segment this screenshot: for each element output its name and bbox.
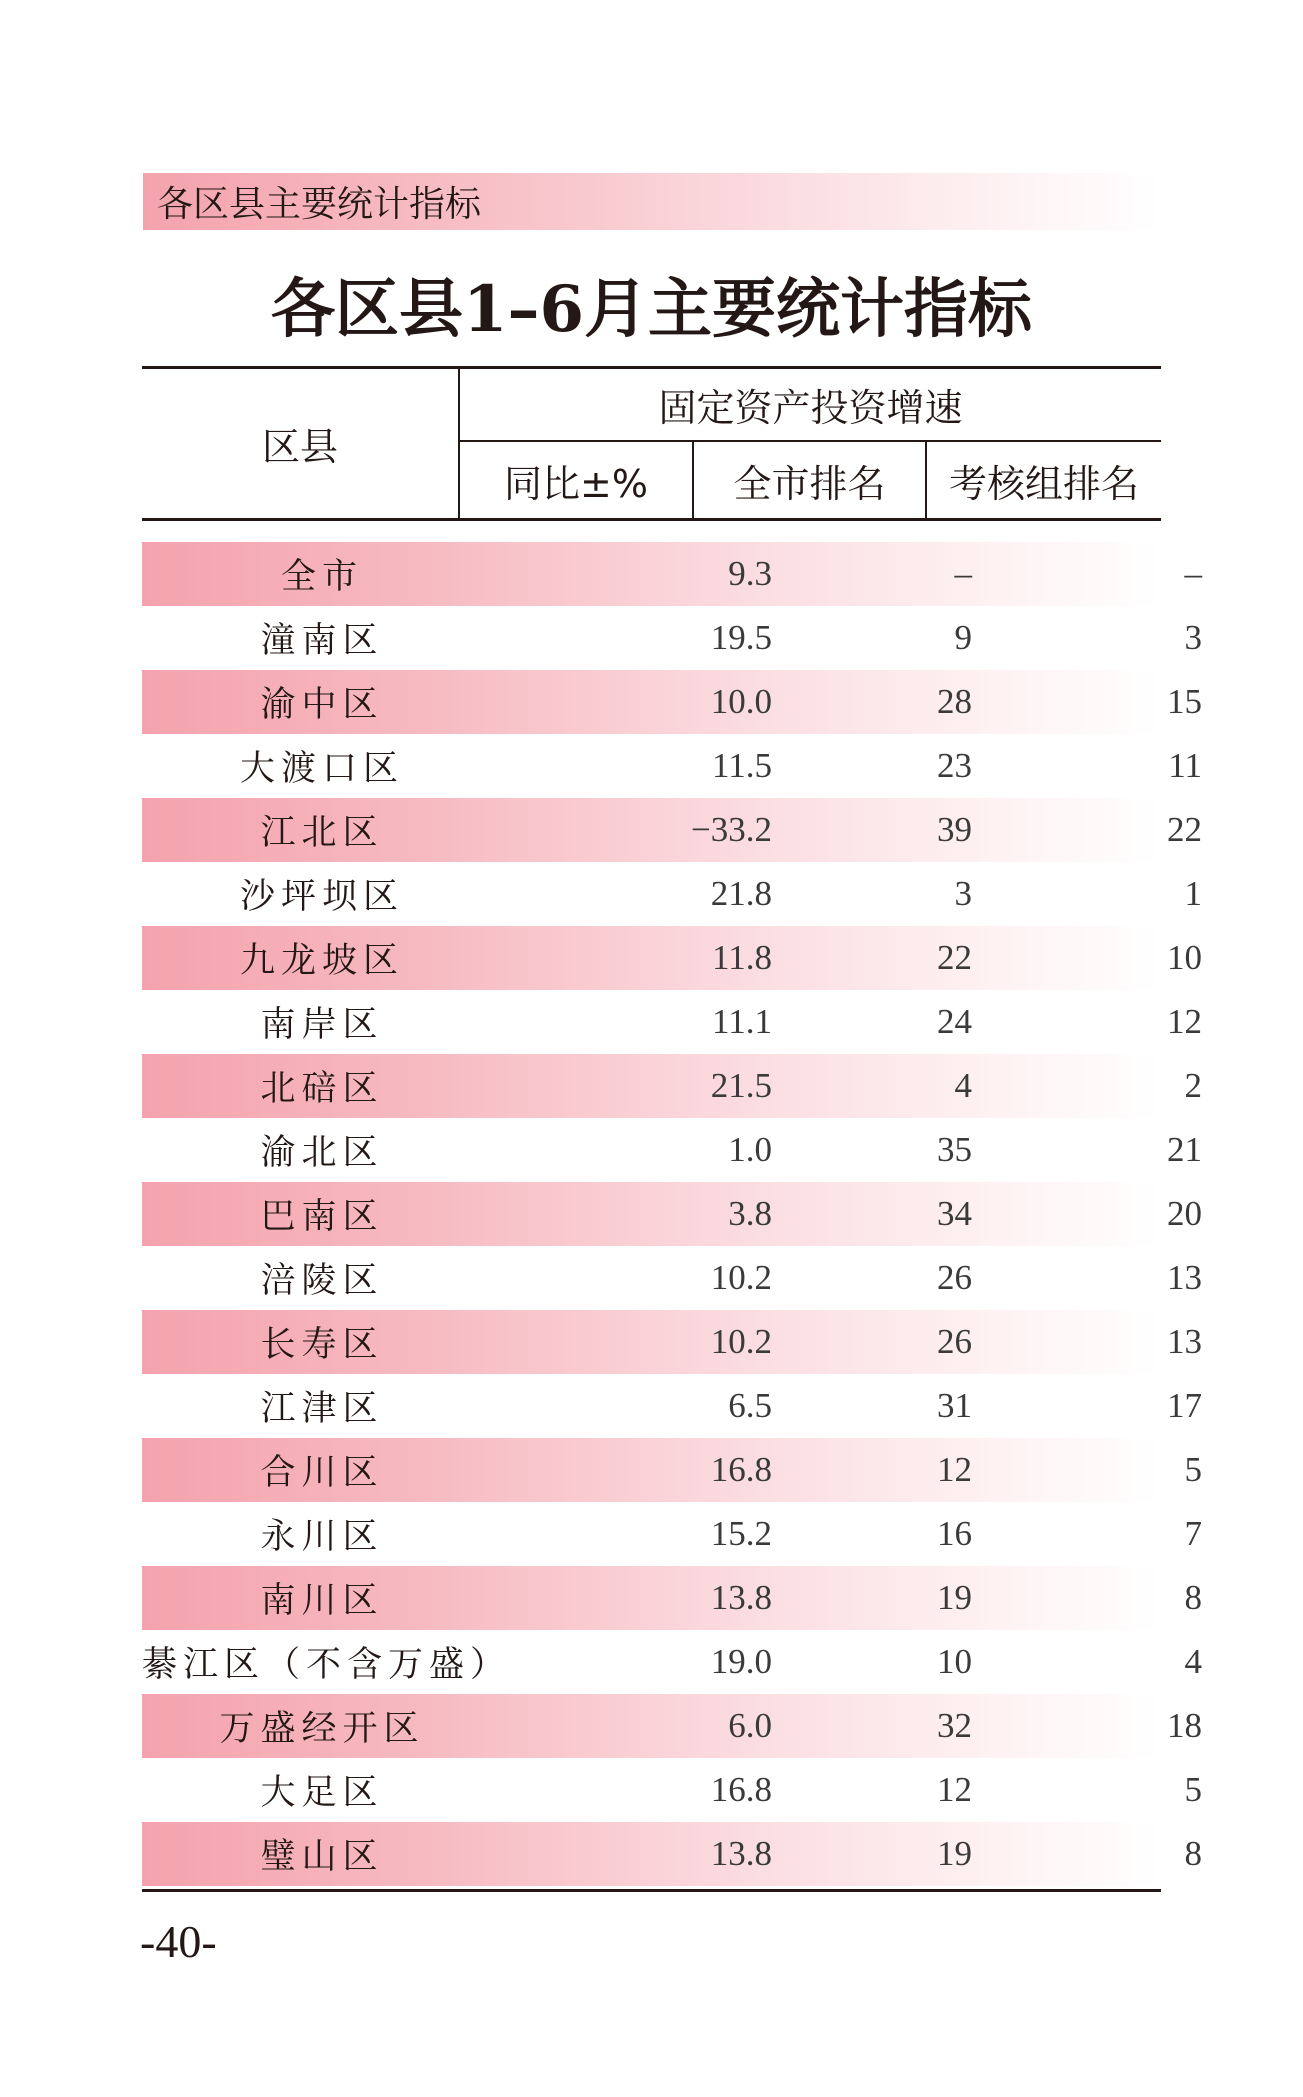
table-row — [142, 734, 1202, 798]
city-rank-cell: 22 — [937, 938, 972, 977]
city-rank-cell: 4 — [954, 1066, 972, 1105]
city-rank-cell: 28 — [937, 682, 972, 721]
group-rank-cell: 1 — [1184, 874, 1202, 913]
district-name-cell: 潼南区 — [260, 621, 384, 661]
district-name-cell: 大渡口区 — [239, 749, 404, 789]
district-name-cell: 全市 — [280, 557, 363, 597]
city-rank-cell: 39 — [937, 810, 972, 849]
district-name-cell: 渝中区 — [260, 685, 384, 725]
table-row — [142, 1310, 1202, 1374]
table-row — [142, 1630, 1202, 1694]
section-banner-text: 各区县主要统计指标 — [157, 184, 482, 225]
yoy-growth-cell: 9.3 — [728, 554, 772, 593]
yoy-growth-cell: 1.0 — [728, 1130, 772, 1169]
group-rank-cell: 13 — [1167, 1322, 1202, 1361]
yoy-growth-cell: 10.2 — [710, 1322, 772, 1361]
city-rank-cell: 9 — [954, 618, 972, 657]
yoy-growth-cell: 19.0 — [710, 1642, 772, 1681]
table-row — [142, 606, 1202, 670]
group-rank-cell: 12 — [1167, 1002, 1202, 1041]
group-rank-cell: 8 — [1184, 1578, 1202, 1617]
city-rank-cell: 12 — [937, 1770, 972, 1809]
district-name-cell: 沙坪坝区 — [239, 877, 404, 917]
header-investment-growth: 固定资产投资增速 — [658, 386, 963, 430]
header-city-rank: 全市排名 — [733, 461, 886, 506]
group-rank-cell: 10 — [1167, 938, 1202, 977]
yoy-growth-cell: −33.2 — [691, 810, 772, 849]
yoy-growth-cell: 16.8 — [710, 1450, 772, 1489]
yoy-growth-cell: 16.8 — [710, 1770, 772, 1809]
district-name-cell: 璧山区 — [260, 1837, 384, 1877]
table-bottom-rule — [142, 1889, 1161, 1892]
yoy-growth-cell: 11.5 — [712, 746, 772, 785]
district-name-cell: 巴南区 — [260, 1197, 384, 1237]
city-rank-cell: 19 — [937, 1578, 972, 1617]
district-name-cell: 江北区 — [260, 813, 384, 853]
district-name-cell: 江津区 — [260, 1389, 384, 1429]
yoy-growth-cell: 11.8 — [712, 938, 772, 977]
yoy-growth-cell: 21.8 — [710, 874, 772, 913]
group-rank-cell: 4 — [1184, 1642, 1202, 1681]
group-rank-cell: – — [1184, 554, 1202, 593]
district-name-cell: 九龙坡区 — [239, 941, 404, 981]
city-rank-cell: 32 — [937, 1706, 972, 1745]
city-rank-cell: 3 — [954, 874, 972, 913]
yoy-growth-cell: 10.2 — [710, 1258, 772, 1297]
district-name-cell: 合川区 — [260, 1453, 384, 1493]
page-number: -40- — [140, 1916, 217, 1967]
yoy-growth-cell: 15.2 — [710, 1514, 772, 1553]
city-rank-cell: 16 — [937, 1514, 972, 1553]
city-rank-cell: 34 — [937, 1194, 972, 1233]
table-row — [142, 1438, 1202, 1502]
page-title: 各区县1–6月主要统计指标 — [270, 272, 1033, 347]
table-row — [142, 1566, 1202, 1630]
table-row — [142, 1694, 1202, 1758]
table-header-bottom-rule — [142, 518, 1161, 521]
city-rank-cell: 24 — [937, 1002, 972, 1041]
group-rank-cell: 13 — [1167, 1258, 1202, 1297]
city-rank-cell: 12 — [937, 1450, 972, 1489]
city-rank-cell: 26 — [937, 1258, 972, 1297]
header-group-rank: 考核组排名 — [948, 461, 1139, 506]
group-rank-cell: 17 — [1167, 1386, 1202, 1425]
group-rank-cell: 8 — [1184, 1834, 1202, 1873]
group-rank-cell: 3 — [1184, 618, 1202, 657]
city-rank-cell: 23 — [937, 746, 972, 785]
city-rank-cell: 31 — [937, 1386, 972, 1425]
group-rank-cell: 21 — [1167, 1130, 1202, 1169]
header-district: 区县 — [261, 425, 338, 469]
group-rank-cell: 5 — [1184, 1770, 1202, 1809]
header-yoy: 同比±% — [504, 461, 648, 506]
district-name-cell: 南岸区 — [260, 1005, 384, 1045]
table-row — [142, 1182, 1202, 1246]
district-name-cell: 万盛经开区 — [219, 1709, 425, 1749]
group-rank-cell: 2 — [1184, 1066, 1202, 1105]
city-rank-cell: 10 — [937, 1642, 972, 1681]
yoy-growth-cell: 21.5 — [710, 1066, 772, 1105]
yoy-growth-cell: 6.0 — [728, 1706, 772, 1745]
district-name-cell: 涪陵区 — [260, 1261, 384, 1301]
table-body — [142, 542, 1202, 1886]
table-row — [142, 862, 1202, 926]
yoy-growth-cell: 19.5 — [710, 618, 772, 657]
table-row — [142, 1246, 1202, 1310]
city-rank-cell: 35 — [937, 1130, 972, 1169]
yoy-growth-cell: 13.8 — [710, 1834, 772, 1873]
group-rank-cell: 20 — [1167, 1194, 1202, 1233]
group-rank-cell: 11 — [1168, 746, 1202, 785]
district-name-cell: 永川区 — [260, 1517, 384, 1557]
table-row — [142, 542, 1202, 606]
district-name-cell: 綦江区（不含万盛） — [142, 1645, 512, 1685]
district-name-cell: 北碚区 — [260, 1069, 384, 1109]
city-rank-cell: 26 — [937, 1322, 972, 1361]
group-rank-cell: 22 — [1167, 810, 1202, 849]
group-rank-cell: 18 — [1167, 1706, 1202, 1745]
table-row — [142, 1054, 1202, 1118]
group-rank-cell: 7 — [1184, 1514, 1202, 1553]
district-name-cell: 南川区 — [260, 1581, 384, 1621]
table-row — [142, 926, 1202, 990]
table-row — [142, 1502, 1202, 1566]
district-name-cell: 大足区 — [260, 1773, 384, 1813]
group-rank-cell: 15 — [1167, 682, 1202, 721]
yoy-growth-cell: 13.8 — [710, 1578, 772, 1617]
yoy-growth-cell: 3.8 — [728, 1194, 772, 1233]
yoy-growth-cell: 6.5 — [728, 1386, 772, 1425]
table-row — [142, 670, 1202, 734]
table-row — [142, 990, 1202, 1054]
yoy-growth-cell: 10.0 — [710, 682, 772, 721]
group-rank-cell: 5 — [1184, 1450, 1202, 1489]
city-rank-cell: 19 — [937, 1834, 972, 1873]
table-row — [142, 1118, 1202, 1182]
district-name-cell: 长寿区 — [260, 1325, 384, 1365]
table-row — [142, 1822, 1202, 1886]
city-rank-cell: – — [954, 554, 972, 593]
table-row — [142, 798, 1202, 862]
table-row — [142, 1758, 1202, 1822]
yoy-growth-cell: 11.1 — [712, 1002, 772, 1041]
district-name-cell: 渝北区 — [260, 1133, 384, 1173]
table-row — [142, 1374, 1202, 1438]
section-banner — [143, 173, 1160, 230]
